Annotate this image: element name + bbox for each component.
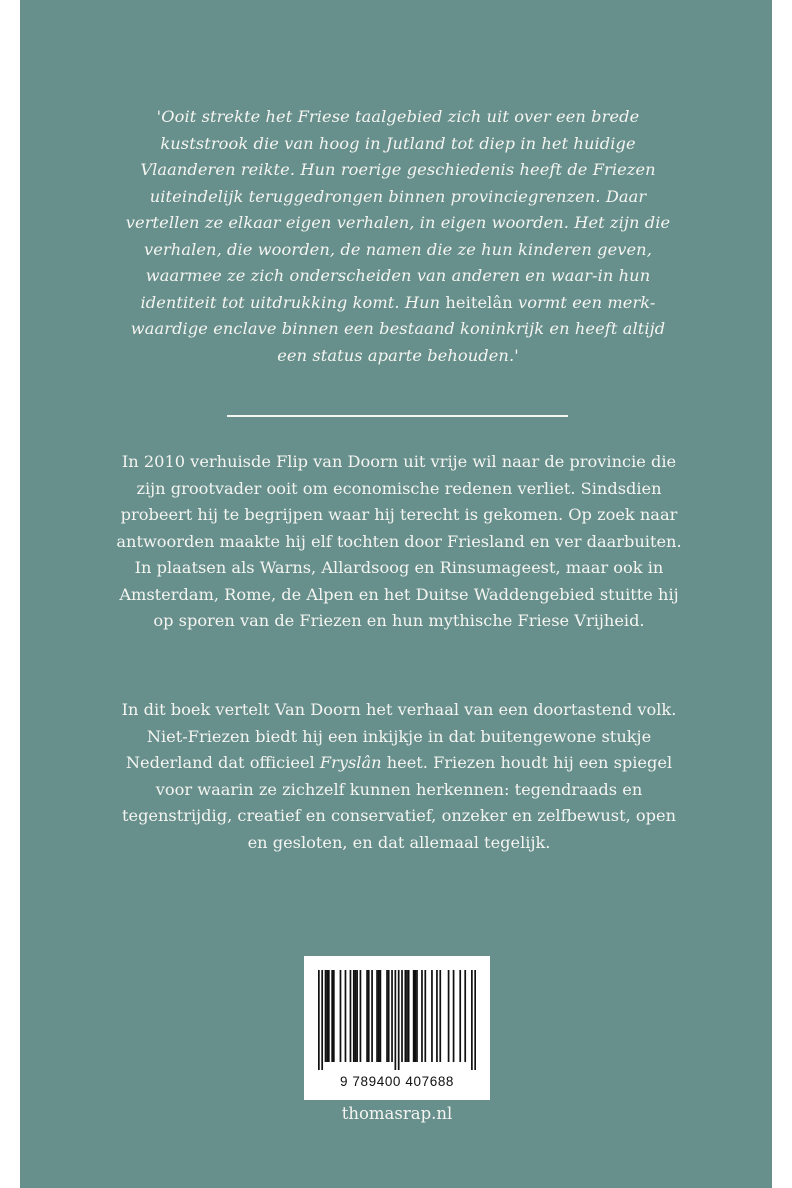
barcode-bar (378, 970, 380, 1062)
barcode-bar (424, 970, 426, 1062)
barcode-bar (398, 970, 400, 1070)
barcode-bar (321, 970, 323, 1070)
barcode-bar (416, 970, 418, 1062)
paragraph-2-emphasis: Fryslân (319, 753, 382, 772)
barcode-bar (368, 970, 370, 1062)
barcode-bar (395, 970, 397, 1070)
barcode-bar (388, 970, 390, 1062)
barcode-bar (366, 970, 368, 1062)
barcode-bar (371, 970, 373, 1062)
divider-line (227, 415, 568, 417)
barcode-bar (386, 970, 388, 1062)
barcode-bar (391, 970, 393, 1062)
barcode-bar (459, 970, 461, 1062)
barcode-image (318, 970, 476, 1070)
barcode-bar (345, 970, 347, 1062)
barcode-bar (353, 970, 355, 1062)
quote-text-end: vormt een merk-waardige enclave binnen een bestaand koninkrijk en heeft altijd een status aparte behouden.' (130, 292, 666, 365)
blurb-quote (115, 104, 681, 369)
barcode-bar (325, 970, 327, 1062)
quote-emphasis-word: heitelân (445, 292, 513, 312)
quote-text-start: 'Ooit strekte het Friese taalgebied zich uit over een brede kuststrook die van hoog in Jutland tot diep in het huidige Vlaanderen reikte. Hun roerige geschiedenis heeft de Friezen uiteindelijk teruggedrongen binnen provinciegrenzen. Daar vertellen ze elkaar eigen verhalen, in eigen woorden. Het zijn die verhalen, die woorden, de namen die ze hun kinderen geven, waarmee ze zich onderscheiden van anderen en waar-in hun identiteit tot uitdrukking komt. Hun (125, 107, 671, 312)
barcode-bar (436, 970, 438, 1062)
barcode-bar (408, 970, 410, 1062)
barcode-bar (421, 970, 423, 1062)
publisher-website: thomasrap.nl (341, 1104, 453, 1123)
barcode-bar (401, 970, 403, 1062)
barcode-bar (326, 970, 328, 1062)
barcode-bar (360, 970, 362, 1062)
barcode-bar (464, 970, 466, 1062)
barcode-bar (331, 970, 333, 1062)
barcode-bar (328, 970, 330, 1062)
barcode-bar (318, 970, 320, 1070)
barcode-bar (474, 970, 476, 1070)
barcode-bar (340, 970, 342, 1062)
barcode-bar (356, 970, 358, 1062)
barcode-bar (413, 970, 415, 1062)
barcode-bar (355, 970, 357, 1062)
barcode-bar (376, 970, 378, 1062)
barcode-bar (380, 970, 382, 1062)
paragraph-2-start: In dit boek vertelt Van Doorn het verhaal van een doortastend volk. Niet-Friezen biedt hij een inkijkje in dat buitengewone stukje Nederland dat officieel (121, 700, 677, 772)
isbn-number: 9 789400 407688 (339, 1074, 455, 1089)
barcode-bar (406, 970, 408, 1062)
barcode-bar (404, 970, 406, 1062)
barcode-panel (304, 956, 490, 1100)
barcode-bar (448, 970, 450, 1062)
barcode-bar (350, 970, 352, 1062)
barcode-bar (471, 970, 473, 1070)
barcode-bar (453, 970, 455, 1062)
barcode-bar (439, 970, 441, 1062)
barcode-bar (333, 970, 335, 1062)
description-paragraph-2 (114, 697, 684, 856)
barcode-bar (414, 970, 416, 1062)
barcode-bar (431, 970, 433, 1062)
description-paragraph-1: In 2010 verhuisde Flip van Doorn uit vrije wil naar de provincie die zijn grootvader ooit om economische redenen verliet. Sindsdien probeert hij te begrijpen waar hij terecht is gekomen. Op zoek naar antwoorden maakte hij elf tochten door Friesland en ver daarbuiten. In plaatsen als Warns, Allardsoog en Rinsumageest, maar ook in Amsterdam, Rome, de Alpen en het Duitse Waddengebied stuitte hij op sporen van de Friezen en hun mythische Friese Vrijheid. (116, 452, 682, 630)
paragraph-2-end: heet. Friezen houdt hij een spiegel voor waarin ze zichzelf kunnen herkennen: tegendraads en tegenstrijdig, creatief en conservatief, onzeker en zelfbewust, open en gesloten, en dat allemaal tegelijk. (121, 753, 677, 852)
back-cover (20, 0, 772, 1188)
